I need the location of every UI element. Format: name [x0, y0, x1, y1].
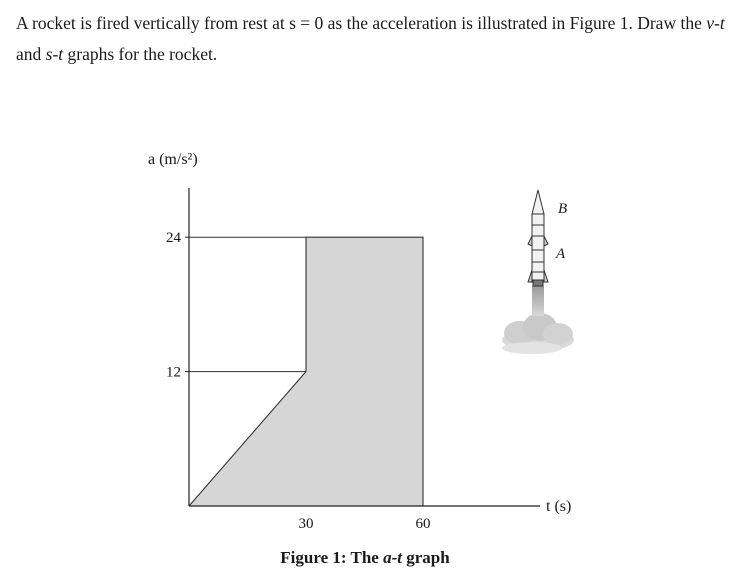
- problem-text-2: and: [16, 44, 46, 64]
- smoke-cloud: [502, 313, 574, 354]
- problem-text-1: A rocket is fired vertically from rest at s = 0 as the acceleration is illustrated in Figure 1. Draw the: [16, 13, 707, 33]
- rocket-body: [528, 190, 548, 286]
- x-tick-label-30: 30: [298, 516, 314, 532]
- y-tick-label-24: 24: [166, 230, 181, 247]
- y-tick-label-12: 12: [166, 364, 181, 381]
- x-tick-label-60: 60: [415, 516, 431, 532]
- rocket-label-a: A: [556, 246, 566, 262]
- problem-text-3: graphs for the rocket.: [63, 44, 218, 64]
- caption-suffix: graph: [401, 548, 450, 567]
- exhaust-plume: [532, 286, 544, 316]
- rocket-illustration: [502, 190, 574, 354]
- figure-caption: [0, 548, 730, 568]
- caption-prefix: Figure 1: The: [280, 548, 384, 567]
- y-axis-label: a (m/s²): [148, 151, 198, 168]
- x-axis-label: t (s): [546, 498, 572, 515]
- segment-area-2: [306, 237, 423, 506]
- vt-label: v-t: [706, 13, 725, 33]
- st-label: s-t: [45, 44, 64, 64]
- rocket-label-b: B: [558, 201, 568, 217]
- caption-italic: a-t: [383, 548, 402, 567]
